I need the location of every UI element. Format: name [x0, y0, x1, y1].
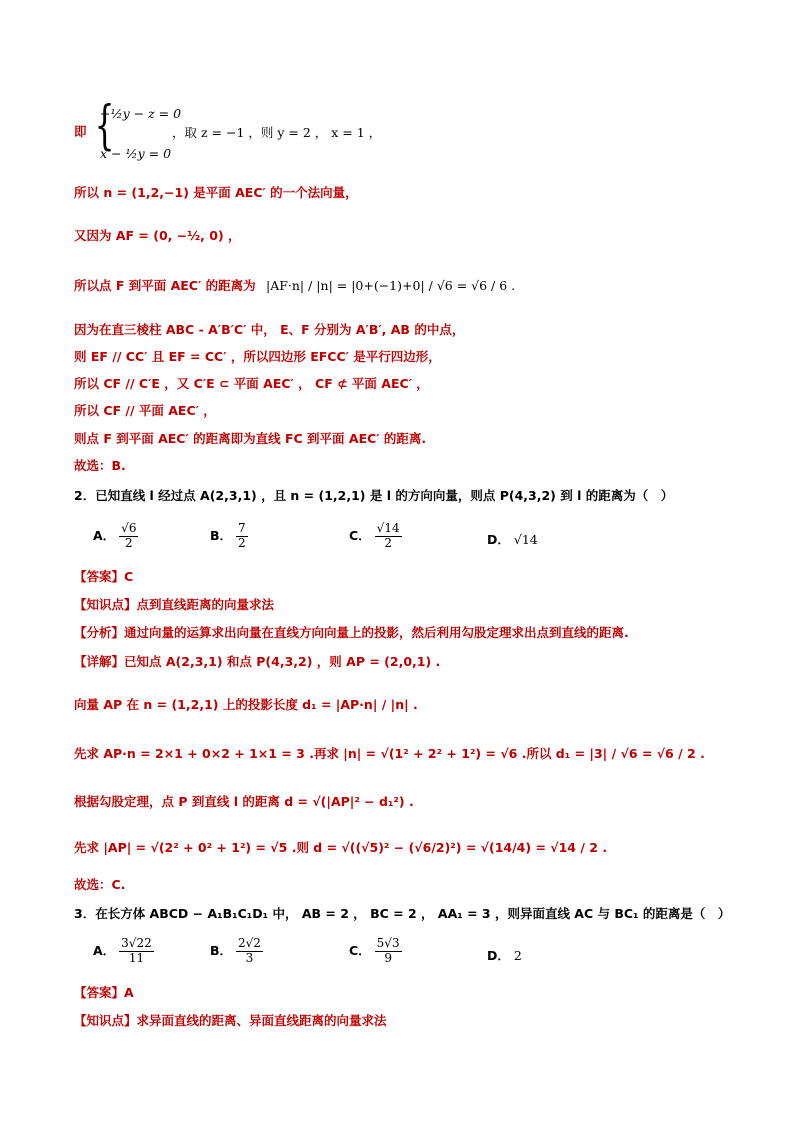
take-values: ，取 z = −1 ，则 y = 2 ， x = 1 ， — [172, 125, 382, 140]
option-fraction: $\frac{7}{2}$ — [238, 521, 246, 550]
option-label: A． — [93, 942, 116, 958]
q2-detail: 【详解】已知点 A(2,3,1) 和点 P(4,3,2) ，则 AP = (2,0,1) . — [74, 654, 441, 669]
q2-knowledge-point: 【知识点】点到直线距离的向量求法 — [74, 597, 275, 612]
q3-answer: 【答案】A — [74, 985, 134, 1000]
option-value: 2 — [513, 948, 522, 963]
q2-choice: 故选：C. — [74, 877, 126, 892]
option-label: D． — [487, 532, 510, 547]
q2-option-a — [93, 522, 138, 551]
q2-calc-1: 先求 AP·n = 2×1 + 0×2 + 1×1 = 3 .再求 |n| = √(1² + 2² + 1²) = √6 .所以 d₁ = |3| / √6 = √6 / 2 . — [74, 746, 705, 761]
q2-option-d — [487, 530, 538, 548]
text-line-2: 则 EF // CC′ 且 EF = CC′ ，所以四边形 EFCC′ 是平行四边形， — [74, 349, 441, 364]
q3-option-d — [487, 946, 522, 964]
option-label: B． — [210, 527, 233, 543]
distance-line — [74, 278, 515, 293]
q2-pythagoras: 根据勾股定理，点 P 到直线 l 的距离 d = √(|AP|² − d₁²) . — [74, 794, 414, 809]
option-label: C． — [349, 942, 371, 958]
q2-analysis: 【分析】通过向量的运算求出向量在直线方向向量上的投影，然后利用勾股定理求出点到直线的距离. — [74, 625, 629, 640]
text-line-3: 所以 CF // C′E ，又 C′E ⊂ 平面 AEC′ ， CF ⊄ 平面 AEC′ ， — [74, 376, 429, 391]
q3-option-c — [349, 937, 402, 966]
distance-formula: |AF·n| / |n| = |0+(−1)+0| / √6 = √6 / 6 . — [266, 278, 516, 293]
q2-calc-2: 先求 |AP| = √(2² + 0² + 1²) = √5 .则 d = √((√5)² − (√6/2)²) = √(14/4) = √14 / 2 . — [74, 840, 608, 855]
text-line-4: 所以 CF // 平面 AEC′ ， — [74, 403, 216, 418]
q3-stem: 3．在长方体 ABCD − A₁B₁C₁D₁ 中， AB = 2 ， BC = 2 ， AA₁ = 3 ，则异面直线 AC 与 BC₁ 的距离是（ ） — [74, 906, 731, 921]
af-vector-line: 又因为 AF = (0, −½, 0) ， — [74, 228, 241, 243]
option-fraction: $\frac{2√2}{3}$ — [238, 936, 261, 965]
option-label: A． — [93, 527, 116, 543]
option-fraction: $\frac{5√3}{9}$ — [376, 936, 400, 965]
equation-1: −½y − z = 0 — [100, 106, 182, 121]
distance-text: 所以点 F 到平面 AEC′ 的距离为 — [74, 278, 256, 293]
q2-option-c — [349, 522, 402, 551]
option-label: B． — [210, 942, 233, 958]
q2-option-b — [210, 522, 248, 551]
q3-knowledge-point: 【知识点】求异面直线的距离、异面直线距离的向量求法 — [74, 1013, 387, 1028]
ji-label: 即 — [74, 124, 87, 139]
option-fraction: $\frac{3√22}{11}$ — [121, 936, 152, 965]
q2-projection: 向量 AP 在 n = (1,2,1) 上的投影长度 d₁ = |AP·n| / |n| . — [74, 697, 418, 712]
text-line-5: 则点 F 到平面 AEC′ 的距离即为直线 FC 到平面 AEC′ 的距离. — [74, 431, 427, 446]
option-value: √14 — [513, 532, 538, 547]
option-fraction: $\frac{√14}{2}$ — [376, 521, 400, 550]
choice-1: 故选：B. — [74, 458, 126, 473]
text-line-1: 因为在直三棱柱 ABC - A′B′C′ 中， E、F 分别为 A′B′, AB 的中点， — [74, 322, 465, 337]
option-label: D． — [487, 948, 510, 963]
q2-stem: 2．已知直线 l 经过点 A(2,3,1) ，且 n = (1,2,1) 是 l 的方向向量，则点 P(4,3,2) 到 l 的距离为（ ） — [74, 488, 674, 503]
option-label: C． — [349, 527, 371, 543]
equation-2: x − ½y = 0 — [100, 146, 172, 161]
normal-vector-line: 所以 n = (1,2,−1) 是平面 AEC′ 的一个法向量， — [74, 185, 358, 200]
option-fraction: $\frac{√6}{2}$ — [121, 521, 137, 550]
q2-answer: 【答案】C — [74, 569, 134, 584]
q3-option-b — [210, 937, 263, 966]
system-brace: { — [94, 96, 115, 156]
q3-option-a — [93, 937, 154, 966]
